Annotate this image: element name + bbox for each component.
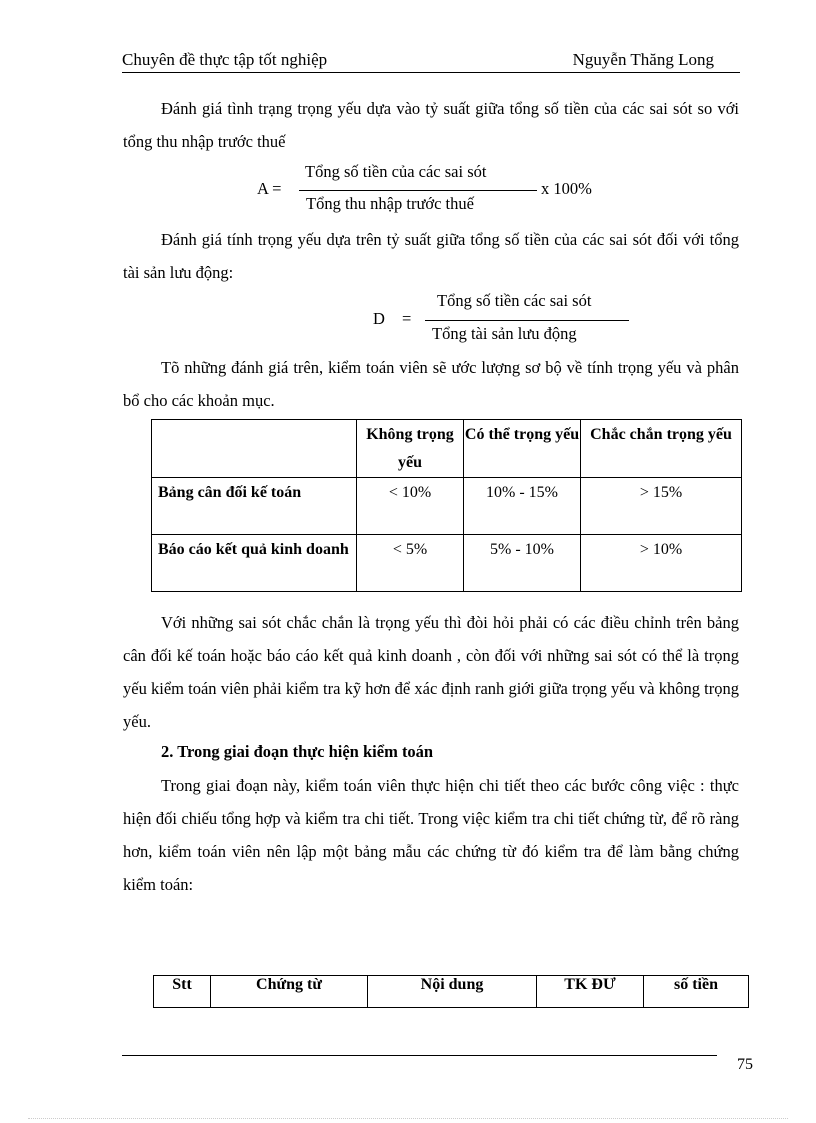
table-cell: > 10%	[581, 535, 742, 592]
formula-a-label: A =	[257, 179, 282, 198]
paragraph-1: Đánh giá tình trạng trọng yếu dựa vào tỷ suất giữa tổng số tiền của các sai sót so với tổng thu nhập trước thuế	[123, 99, 739, 151]
footer-rule	[122, 1055, 717, 1056]
header-cell: Không trọng yếu	[357, 420, 464, 478]
formula-d-numerator: Tổng số tiền các sai sót	[437, 291, 592, 310]
page-edge-divider	[28, 1118, 788, 1119]
page-header	[122, 48, 740, 73]
header-cell: Nội dung	[368, 976, 537, 1008]
table-row	[152, 535, 742, 592]
page-number: 75	[737, 1056, 753, 1073]
formula-a-denominator: Tổng thu nhập trước thuế	[306, 194, 474, 213]
header-cell: TK ĐƯ	[537, 976, 644, 1008]
header-cell: Stt	[154, 976, 211, 1008]
table-header-row	[152, 420, 742, 478]
header-cell: Chắc chắn trọng yếu	[581, 420, 742, 478]
header-author: Nguyễn Thăng Long	[572, 50, 714, 69]
header-cell: Chứng từ	[211, 976, 368, 1008]
voucher-table	[153, 975, 749, 1008]
formula-d-denominator: Tổng tài sản lưu động	[432, 324, 577, 343]
row-label: Bảng cân đối kế toán	[152, 478, 357, 535]
formula-a-suffix: x 100%	[541, 179, 592, 198]
table-row	[152, 478, 742, 535]
header-title: Chuyên đề thực tập tốt nghiệp	[122, 50, 328, 69]
table-cell: > 15%	[581, 478, 742, 535]
paragraph-5: Trong giai đoạn này, kiểm toán viên thực hiện chi tiết theo các bước công việc : thực hiện đối chiếu tổng hợp và kiểm tra chi tiết. Trong việc kiểm tra chi tiết chứng từ, để rõ ràng hơn, kiểm toán viên nên lập một bảng mẫu các chứng từ đó kiểm tra để làm bằng chứng kiểm toán:	[123, 776, 739, 894]
formula-a-fraction-bar	[299, 190, 537, 191]
table-cell: < 10%	[357, 478, 464, 535]
materiality-table	[151, 419, 742, 592]
paragraph-3: Tõ những đánh giá trên, kiểm toán viên sẽ ước lượng sơ bộ về tính trọng yếu và phân bổ cho các khoản mục.	[123, 358, 739, 410]
header-cell-empty	[152, 420, 357, 478]
formula-a-numerator: Tổng số tiền của các sai sót	[305, 162, 487, 181]
table-cell: < 5%	[357, 535, 464, 592]
paragraph-4: Với những sai sót chắc chắn là trọng yếu thì đòi hỏi phải có các điều chỉnh trên bảng cân đối kế toán hoặc báo cáo kết quả kinh doanh , còn đối với những sai sót có thể là trọng yếu kiểm toán viên phải kiểm tra kỹ hơn để xác định ranh giới giữa trọng yếu và không trọng yếu.	[123, 613, 739, 731]
formula-d-equals: =	[402, 309, 412, 328]
header-cell: số tiền	[644, 976, 749, 1008]
table-cell: 10% - 15%	[464, 478, 581, 535]
paragraph-2: Đánh giá tính trọng yếu dựa trên tỷ suất giữa tổng số tiền của các sai sót đối với tổng tài sản lưu động:	[123, 230, 739, 282]
table-cell: 5% - 10%	[464, 535, 581, 592]
formula-d-label: D	[373, 309, 385, 328]
table-header-row	[154, 976, 749, 1008]
formula-d-fraction-bar	[425, 320, 629, 321]
header-cell: Có thể trọng yếu	[464, 420, 581, 478]
row-label: Báo cáo kết quả kinh doanh	[152, 535, 357, 592]
section-heading: 2. Trong giai đoạn thực hiện kiểm toán	[161, 742, 434, 761]
